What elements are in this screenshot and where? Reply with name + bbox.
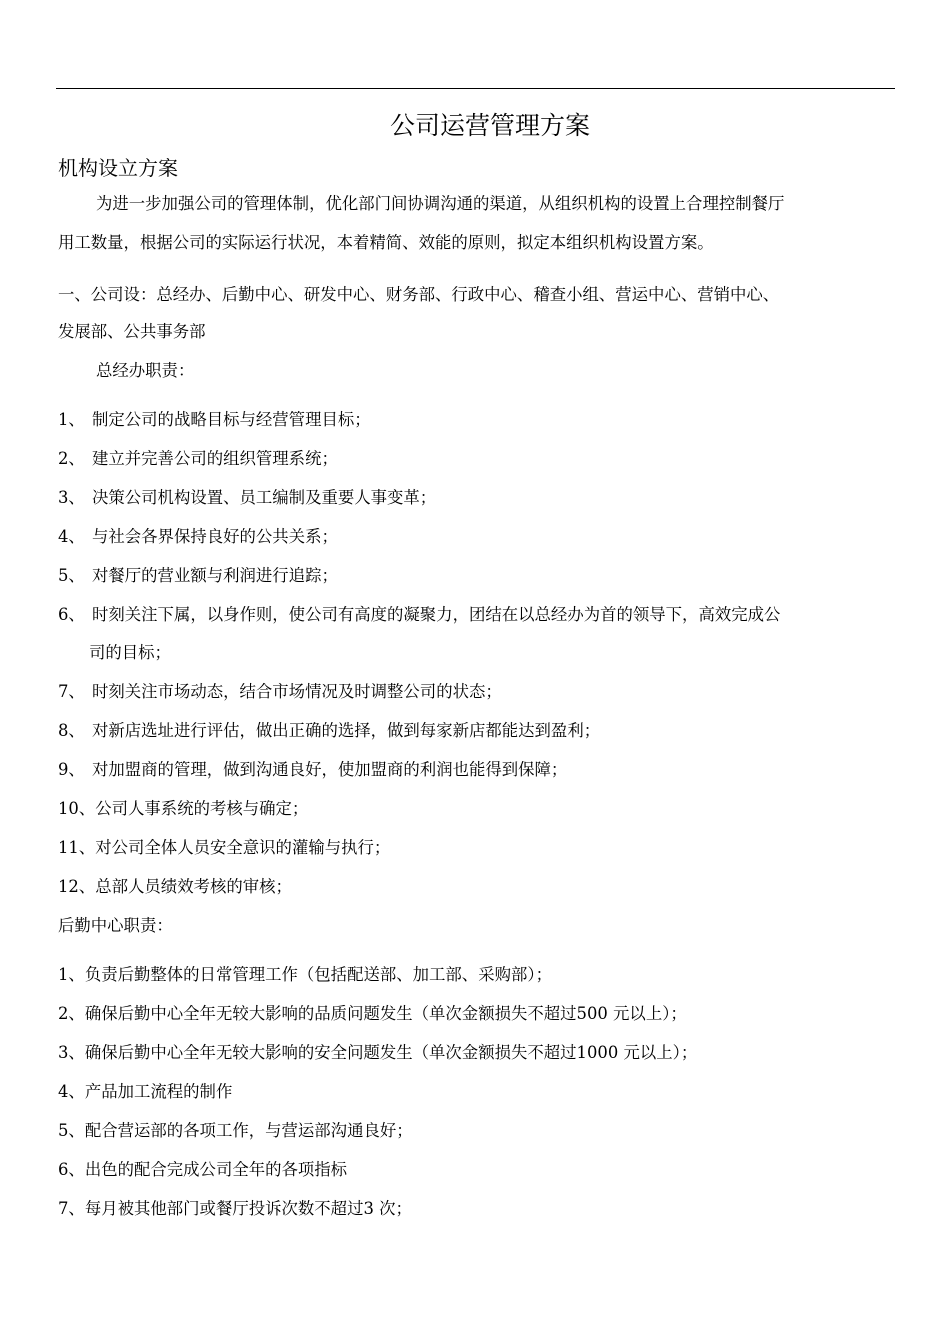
list-item (58, 1002, 687, 1026)
item-text: 公司人事系统的考核与确定； (95, 799, 309, 818)
intro-line-2: 用工数量，根据公司的实际运行状况，本着精简、效能的原则，拟定本组织机构设置方案。 (58, 233, 714, 252)
item-text: 与社会各界保持良好的公共关系； (92, 527, 338, 546)
item-text: 确保后勤中心全年无较大影响的品质问题发生（单次金额损失不超过500 元以上）； (84, 1004, 687, 1023)
item-number: 1、 (58, 410, 85, 429)
item-number: 6、 (58, 605, 85, 624)
item-text: 确保后勤中心全年无较大影响的安全问题发生（单次金额损失不超过1000 元以上）； (84, 1043, 698, 1062)
document-title: 公司运营管理方案 (389, 111, 590, 140)
header-rule (56, 88, 895, 89)
list-item (58, 408, 371, 432)
item-number: 12、 (58, 877, 96, 896)
list-item (58, 603, 780, 627)
item-number: 6、 (58, 1160, 85, 1179)
list-item (58, 1080, 232, 1104)
logistics-heading: 后勤中心职责： (58, 916, 173, 935)
item-number: 10、 (58, 799, 96, 818)
item-text: 出色的配合完成公司全年的各项指标 (84, 1160, 348, 1179)
item-number: 7、 (58, 682, 85, 701)
list-item (58, 836, 390, 860)
item-number: 4、 (58, 527, 85, 546)
item-text: 制定公司的战略目标与经营管理目标； (92, 410, 371, 429)
item-text: 产品加工流程的制作 (84, 1082, 233, 1101)
item-number: 2、 (58, 449, 85, 468)
departments-line-2: 发展部、公共事务部 (58, 322, 206, 341)
item-text: 对公司全体人员安全意识的灌输与执行； (95, 838, 391, 857)
list-item (58, 447, 338, 471)
item-text: 对新店选址进行评估，做出正确的选择，做到每家新店都能达到盈利； (92, 721, 601, 740)
list-item-continuation: 司的目标； (89, 643, 171, 662)
list-item (58, 525, 338, 549)
item-number: 9、 (58, 760, 85, 779)
list-item (58, 758, 567, 782)
section-title: 机构设立方案 (58, 156, 178, 180)
list-item (58, 875, 292, 899)
item-text: 对加盟商的管理，做到沟通良好，使加盟商的利润也能得到保障； (92, 760, 568, 779)
list-item (58, 797, 308, 821)
item-number: 2、 (58, 1004, 85, 1023)
item-text: 决策公司机构设置、员工编制及重要人事变革； (92, 488, 437, 507)
item-text: 时刻关注下属，以身作则，使公司有高度的凝聚力，团结在以总经办为首的领导下，高效完成公 (92, 605, 781, 624)
item-number: 8、 (58, 721, 85, 740)
item-text: 总部人员绩效考核的审核； (95, 877, 292, 896)
item-number: 4、 (58, 1082, 85, 1101)
list-item (58, 564, 338, 588)
item-text: 配合营运部的各项工作，与营运部沟通良好； (84, 1121, 413, 1140)
item-number: 11、 (58, 838, 96, 857)
item-number: 5、 (58, 1121, 85, 1140)
departments-line-1: 一、公司设：总经办、后勤中心、研发中心、财务部、行政中心、稽查小组、营运中心、营销中心、 (58, 285, 780, 304)
item-number: 3、 (58, 1043, 85, 1062)
item-text: 每月被其他部门或餐厅投诉次数不超过3 次； (84, 1199, 412, 1218)
item-number: 5、 (58, 566, 85, 585)
item-text: 建立并完善公司的组织管理系统； (92, 449, 338, 468)
gm-office-heading: 总经办职责： (96, 361, 195, 380)
list-item (58, 680, 502, 704)
item-number: 1、 (58, 965, 85, 984)
item-number: 3、 (58, 488, 85, 507)
list-item (58, 1158, 347, 1182)
list-item (58, 1119, 413, 1143)
list-item (58, 486, 436, 510)
list-item (58, 719, 600, 743)
item-text: 对餐厅的营业额与利润进行追踪； (92, 566, 338, 585)
item-text: 时刻关注市场动态，结合市场情况及时调整公司的状态； (92, 682, 502, 701)
list-item (58, 1041, 697, 1065)
intro-line-1: 为进一步加强公司的管理体制，优化部门间协调沟通的渠道，从组织机构的设置上合理控制餐厅 (96, 194, 785, 213)
item-text: 负责后勤整体的日常管理工作（包括配送部、加工部、采购部）； (84, 965, 552, 984)
list-item (58, 963, 552, 987)
item-number: 7、 (58, 1199, 85, 1218)
list-item (58, 1197, 412, 1221)
